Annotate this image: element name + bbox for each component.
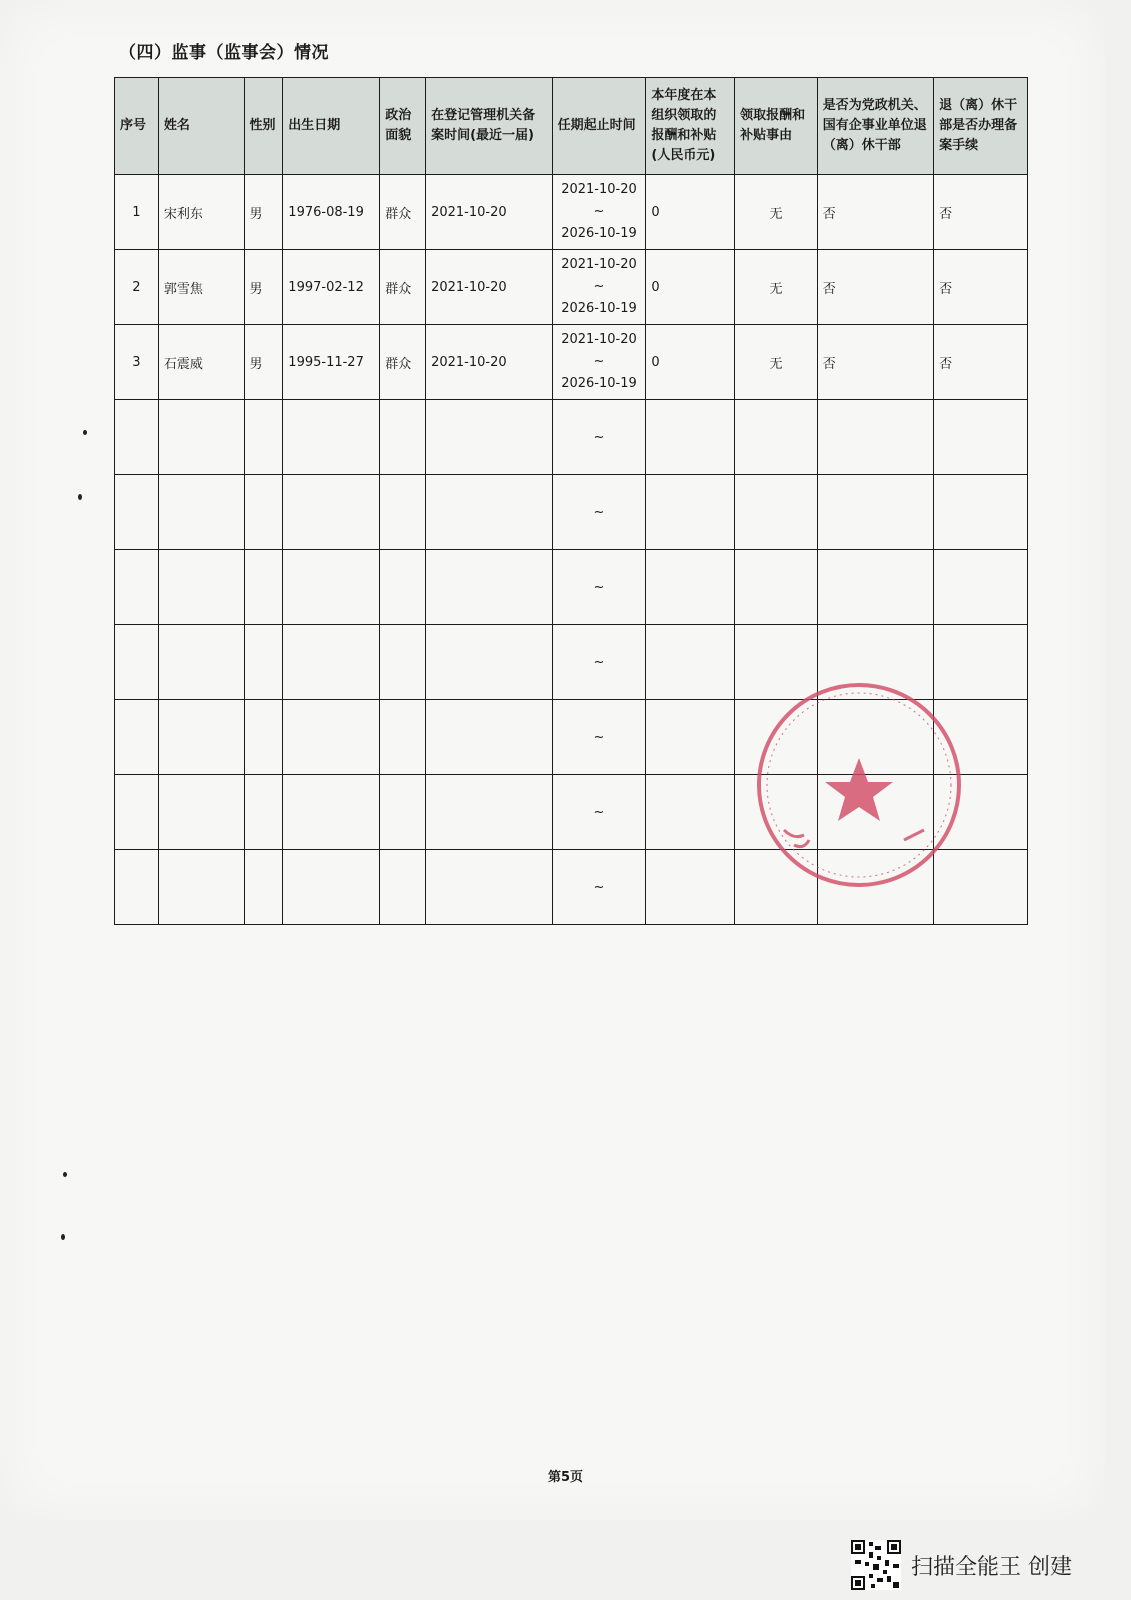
header-cell: 领取报酬和补贴事由 [735, 78, 818, 175]
header-cell: 是否为党政机关、国有企事业单位退（离）休干部 [817, 78, 933, 175]
header-cell: 政治面貌 [380, 78, 426, 175]
header-cell: 序号 [115, 78, 159, 175]
pay-reason: 无 [735, 175, 818, 250]
table-row [115, 250, 1028, 325]
term-separator: ~ [552, 700, 646, 775]
gender: 男 [244, 250, 283, 325]
section-title: （四）监事（监事会）情况 [119, 43, 329, 63]
term-start: 2021-10-20 [561, 332, 637, 347]
filing-date: 2021-10-20 [426, 250, 552, 325]
term-period [552, 175, 646, 250]
person-name: 宋利东 [158, 175, 244, 250]
row-number: 1 [115, 175, 159, 250]
filing-date: 2021-10-20 [426, 175, 552, 250]
person-name: 石震威 [158, 325, 244, 400]
header-cell: 退（离）休干部是否办理备案手续 [934, 78, 1028, 175]
header-cell: 任期起止时间 [552, 78, 646, 175]
political-status: 群众 [380, 325, 426, 400]
political-status: 群众 [380, 250, 426, 325]
pay-reason: 无 [735, 250, 818, 325]
scan-speck [83, 430, 87, 435]
retired-registered: 否 [934, 250, 1028, 325]
term-separator: ~ [552, 550, 646, 625]
term-separator: ~ [552, 625, 646, 700]
filing-date: 2021-10-20 [426, 325, 552, 400]
header-cell: 本年度在本组织领取的报酬和补贴(人民币元) [646, 78, 735, 175]
retired-cadre: 否 [817, 325, 933, 400]
retired-cadre: 否 [817, 250, 933, 325]
term-end: 2026-10-19 [561, 301, 637, 316]
official-seal [754, 680, 964, 890]
header-cell: 在登记管理机关备案时间(最近一届) [426, 78, 552, 175]
political-status: 群众 [380, 175, 426, 250]
star-icon [825, 758, 893, 821]
annual-pay: 0 [646, 250, 735, 325]
term-end: 2026-10-19 [561, 376, 637, 391]
table-row [115, 325, 1028, 400]
row-number: 2 [115, 250, 159, 325]
table-row [115, 175, 1028, 250]
scan-speck [63, 1172, 67, 1177]
term-period [552, 250, 646, 325]
term-separator: ~ [593, 204, 605, 219]
empty-table-row [115, 400, 1028, 475]
header-cell: 出生日期 [283, 78, 380, 175]
gender: 男 [244, 325, 283, 400]
gender: 男 [244, 175, 283, 250]
table-header-row [115, 78, 1028, 175]
page-number: 第5页 [547, 1470, 584, 1485]
scanner-watermark [851, 1540, 1072, 1590]
birth-date: 1995-11-27 [283, 325, 380, 400]
term-separator: ~ [552, 400, 646, 475]
term-separator: ~ [552, 850, 646, 925]
birth-date: 1976-08-19 [283, 175, 380, 250]
term-start: 2021-10-20 [561, 257, 637, 272]
watermark-text: 扫描全能王 创建 [911, 1554, 1072, 1580]
annual-pay: 0 [646, 325, 735, 400]
scan-speck [78, 494, 82, 500]
retired-cadre: 否 [817, 175, 933, 250]
term-period [552, 325, 646, 400]
term-separator: ~ [552, 775, 646, 850]
term-end: 2026-10-19 [561, 226, 637, 241]
term-separator: ~ [552, 475, 646, 550]
retired-registered: 否 [934, 325, 1028, 400]
header-cell: 性别 [244, 78, 283, 175]
term-separator: ~ [593, 279, 605, 294]
qr-code-icon [851, 1540, 901, 1590]
retired-registered: 否 [934, 175, 1028, 250]
pay-reason: 无 [735, 325, 818, 400]
term-start: 2021-10-20 [561, 182, 637, 197]
scan-speck [61, 1234, 65, 1240]
birth-date: 1997-02-12 [283, 250, 380, 325]
term-separator: ~ [593, 354, 605, 369]
empty-table-row [115, 550, 1028, 625]
row-number: 3 [115, 325, 159, 400]
annual-pay: 0 [646, 175, 735, 250]
header-cell: 姓名 [158, 78, 244, 175]
person-name: 郭雪焦 [158, 250, 244, 325]
empty-table-row [115, 475, 1028, 550]
